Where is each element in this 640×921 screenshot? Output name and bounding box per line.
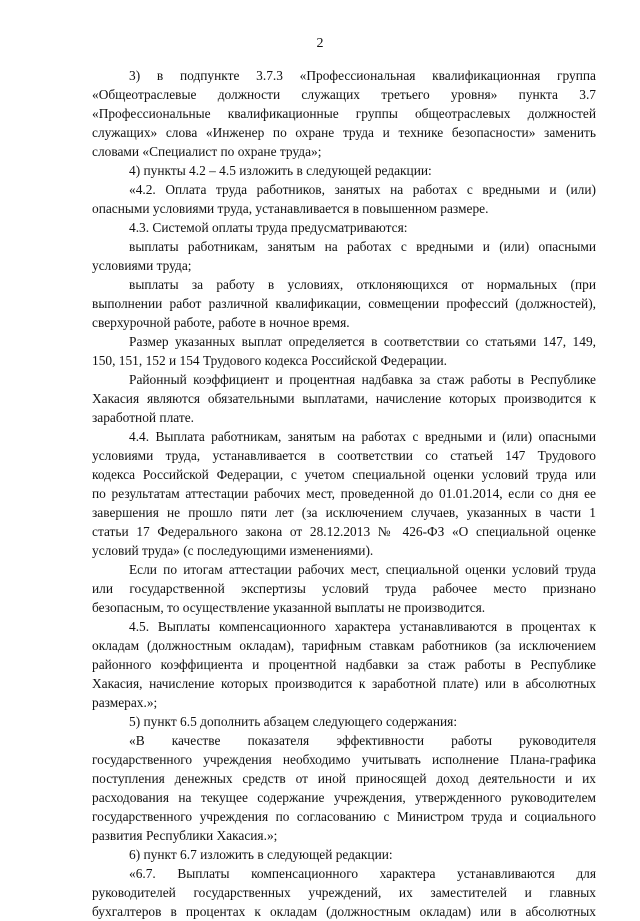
text-line: «Общеотраслевые должности служащих третьего уровня» пункта 3.7 bbox=[92, 87, 596, 102]
text-line: окладам (должностным окладам), тарифным ставкам работников (за исключением bbox=[92, 638, 596, 653]
text-line: районного коэффициента и процентной надбавки за стаж работы в Республике bbox=[92, 657, 596, 672]
text-line: «В качестве показателя эффективности работы руководителя bbox=[129, 733, 596, 748]
text-line: служащих» слова «Инженер по охране труда и технике безопасности» заменить bbox=[92, 125, 596, 140]
text-line: заработной плате. bbox=[92, 410, 195, 425]
text-line: Районный коэффициент и процентная надбавка за стаж работы в Республике bbox=[129, 372, 596, 387]
text-line: Если по итогам аттестации рабочих мест, специальной оценки условий труда bbox=[129, 562, 596, 577]
text-line: руководителей государственных учреждений, их заместителей и главных bbox=[92, 885, 596, 900]
text-line: государственного учреждения необходимо учитывать исполнение Плана-графика bbox=[92, 752, 596, 767]
text-line: кодекса Российской Федерации, с учетом специальной оценки условий труда или bbox=[92, 467, 596, 482]
text-line: выплаты за работу в условиях, отклоняющихся от нормальных (при bbox=[129, 277, 596, 292]
text-line: развития Республики Хакасия.»; bbox=[92, 828, 278, 843]
text-line: 4.5. Выплаты компенсационного характера устанавливаются в процентах к bbox=[129, 619, 596, 634]
text-line: словами «Специалист по охране труда»; bbox=[92, 144, 322, 159]
text-line: по результатам аттестации рабочих мест, проведенной до 01.01.2014, если со дня ее bbox=[92, 486, 596, 501]
text-line: Хакасия являются обязательными выплатами, начисление которых производится к bbox=[92, 391, 596, 406]
text-line: 5) пункт 6.5 дополнить абзацем следующего содержания: bbox=[129, 714, 458, 729]
text-line: условий труда» (с последующими изменениями). bbox=[92, 543, 374, 558]
text-line: бухгалтеров в процентах к окладам (должностным окладам) или в абсолютных bbox=[92, 904, 596, 919]
text-line: «4.2. Оплата труда работников, занятых на работах с вредными и (или) bbox=[129, 182, 596, 197]
text-line: условиями труда, устанавливается в соответствии со статьей 147 Трудового bbox=[92, 448, 596, 463]
text-line: размерах.»; bbox=[92, 695, 158, 710]
text-line: «Профессиональные квалификационные группы общеотраслевых должностей bbox=[92, 106, 596, 121]
text-line: выполнении работ различной квалификации, совмещении профессий (должностей), bbox=[92, 296, 596, 311]
text-line: расходования на текущее содержание учреждения, утвержденного руководителем bbox=[92, 790, 596, 805]
text-line: статьи 17 Федерального закона от 28.12.2013 № 426-ФЗ «О специальной оценке bbox=[92, 524, 596, 539]
text-line: сверхурочной работе, работе в ночное время. bbox=[92, 315, 350, 330]
text-line: 4.3. Системой оплаты труда предусматриваются: bbox=[129, 220, 408, 235]
text-line: выплаты работникам, занятым на работах с вредными и (или) опасными bbox=[129, 239, 596, 254]
document-body bbox=[92, 66, 596, 921]
page-number: 2 bbox=[316, 36, 324, 51]
text-line: 4) пункты 4.2 – 4.5 изложить в следующей редакции: bbox=[129, 163, 432, 178]
text-line: 150, 151, 152 и 154 Трудового кодекса Российской Федерации. bbox=[92, 353, 448, 368]
text-line: «6.7. Выплаты компенсационного характера устанавливаются для bbox=[129, 866, 596, 881]
text-line: завершения не прошло пяти лет (за исключением случаев, указанных в части 1 bbox=[92, 505, 596, 520]
text-line: государственного учреждения по согласованию с Министром труда и социального bbox=[92, 809, 596, 824]
text-line: 4.4. Выплата работникам, занятым на работах с вредными и (или) опасными bbox=[129, 429, 596, 444]
text-line: опасными условиями труда, устанавливается в повышенном размере. bbox=[92, 201, 489, 216]
text-line: Размер указанных выплат определяется в соответствии со статьями 147, 149, bbox=[129, 334, 596, 349]
text-line: 6) пункт 6.7 изложить в следующей редакции: bbox=[129, 847, 393, 862]
text-line: 3) в подпункте 3.7.3 «Профессиональная квалификационная группа bbox=[129, 68, 596, 83]
text-line: условиями труда; bbox=[92, 258, 192, 273]
text-line: Хакасия, начисление которых производится к заработной плате) или в абсолютных bbox=[92, 676, 596, 691]
text-line: поступления денежных средств от иной приносящей доход деятельности и их bbox=[92, 771, 596, 786]
text-line: или государственной экспертизы условий труда рабочее место признано bbox=[92, 581, 596, 596]
text-line: безопасным, то осуществление указанной выплаты не производится. bbox=[92, 600, 486, 615]
